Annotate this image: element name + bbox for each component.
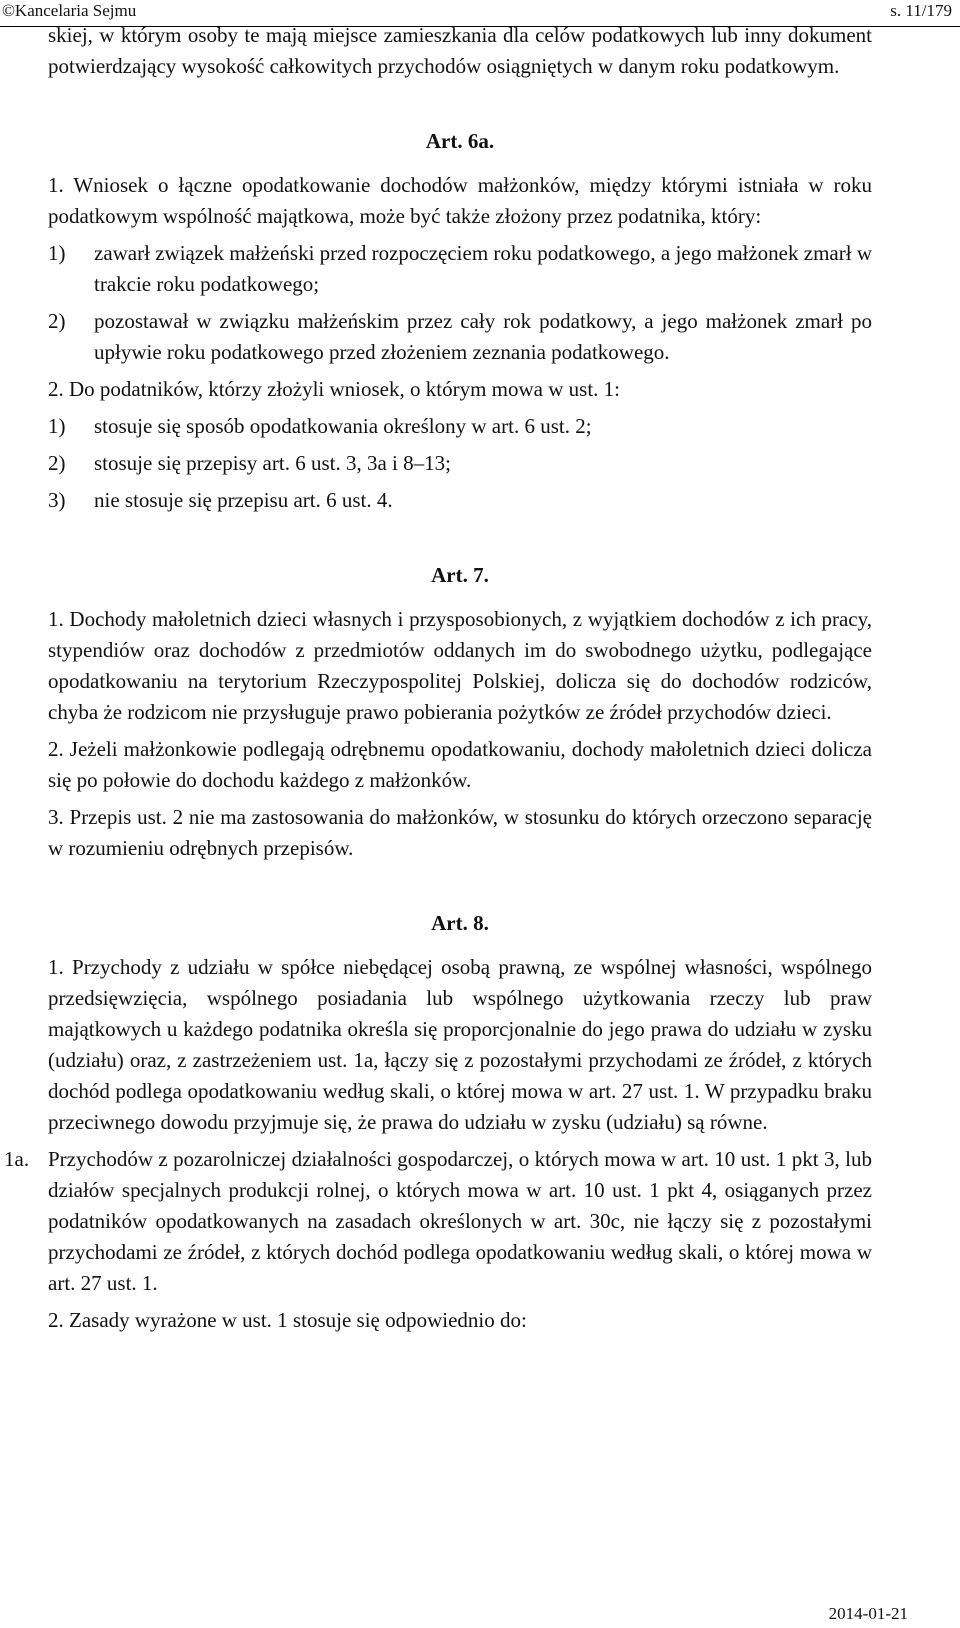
art6a-p2-item-2 (48, 448, 872, 479)
art7-paragraph-2: 2. Jeżeli małżonkowie podlegają odrębnemu opodatkowaniu, dochody małoletnich dzieci dolicza się po połowie do dochodu każdego z małżonków. (48, 737, 872, 792)
item-number: 2) (48, 451, 66, 475)
item-number: 1) (48, 414, 66, 438)
item-number: 3) (48, 488, 66, 512)
article-8-heading: Art. 8. (431, 911, 489, 935)
art8-paragraph-1a (4, 1144, 872, 1299)
item-number: 2) (48, 309, 66, 333)
paragraph-number: 1a. (4, 1147, 30, 1171)
art8-paragraph-2: 2. Zasady wyrażone w ust. 1 stosuje się odpowiednio do: (48, 1308, 527, 1332)
item-text: nie stosuje się przepisu art. 6 ust. 4. (94, 488, 393, 512)
art6a-p1-item-2 (48, 306, 872, 368)
art7-paragraph-3: 3. Przepis ust. 2 nie ma zastosowania do małżonków, w stosunku do których orzeczono separację w rozumieniu odrębnych przepisów. (48, 805, 872, 860)
art6a-paragraph-2: 2. Do podatników, którzy złożyli wniosek, o którym mowa w ust. 1: (48, 377, 620, 401)
art7-paragraph-1: 1. Dochody małoletnich dzieci własnych i przysposobionych, z wyjątkiem dochodów z ich pracy, stypendiów oraz dochodów z przedmiotów oddanych im do swobodnego użytku, podlegające opodatkowaniu na terytorium Rzeczypospolitej Polskiej, dolicza się do dochodów rodziców, chyba że rodzicom nie przysługuje prawo pobierania pożytków ze źródeł przychodów dzieci. (48, 607, 872, 724)
page-number: s. 11/179 (890, 1, 952, 20)
copyright-label: ©Kancelaria Sejmu (2, 1, 137, 20)
art6a-p1-item-1 (48, 238, 872, 300)
item-text: stosuje się przepisy art. 6 ust. 3, 3a i 8–13; (94, 451, 451, 475)
paragraph-text: Przychodów z pozarolniczej działalności gospodarczej, o których mowa w art. 10 ust. 1 pkt 3, lub działów specjalnych produkcji rolnej, o których mowa w art. 10 ust. 1 pkt 4, osiąganych przez podatników opodatkowanych na zasadach określonych w art. 30c, nie łączy się z pozostałymi przychodami ze źródeł, z których dochód podlega opodatkowaniu według skali, o której mowa w art. 27 ust. 1. (48, 1147, 872, 1295)
continued-paragraph: skiej, w którym osoby te mają miejsce zamieszkania dla celów podatkowych lub inny dokument potwierdzający wysokość całkowitych przychodów osiągniętych w danym roku podatkowym. (48, 23, 872, 78)
item-text: zawarł związek małżeński przed rozpoczęciem roku podatkowego, a jego małżonek zmarł w trakcie roku podatkowego; (94, 241, 872, 296)
document-body (4, 20, 872, 1342)
item-text: stosuje się sposób opodatkowania określony w art. 6 ust. 2; (94, 414, 592, 438)
page-footer-date: 2014-01-21 (828, 1604, 908, 1623)
item-text: pozostawał w związku małżeńskim przez cały rok podatkowy, a jego małżonek zmarł po upływie roku podatkowego przed złożeniem zeznania podatkowego. (94, 309, 872, 364)
article-7-heading: Art. 7. (431, 563, 489, 587)
article-6a-heading: Art. 6a. (425, 129, 495, 153)
art6a-paragraph-1: 1. Wniosek o łączne opodatkowanie dochodów małżonków, między którymi istniała w roku podatkowym wspólność majątkowa, może być także złożony przez podatnika, który: (48, 173, 872, 228)
art6a-p2-item-3 (48, 485, 872, 516)
art8-paragraph-1: 1. Przychody z udziału w spółce niebędącej osobą prawną, ze wspólnej własności, wspólnego przedsięwzięcia, wspólnego posiadania lub wspólnego użytkowania rzeczy lub praw majątkowych u każdego podatnika określa się proporcjonalnie do jego prawa do udziału w zysku (udziału) oraz, z zastrzeżeniem ust. 1a, łączy się z pozostałymi przychodami ze źródeł, z których dochód podlega opodatkowaniu według skali, o której mowa w art. 27 ust. 1. W przypadku braku przeciwnego dowodu przyjmuje się, że prawa do udziału w zysku (udziału) są równe. (48, 955, 872, 1134)
art6a-p2-item-1 (48, 411, 872, 442)
item-number: 1) (48, 241, 66, 265)
